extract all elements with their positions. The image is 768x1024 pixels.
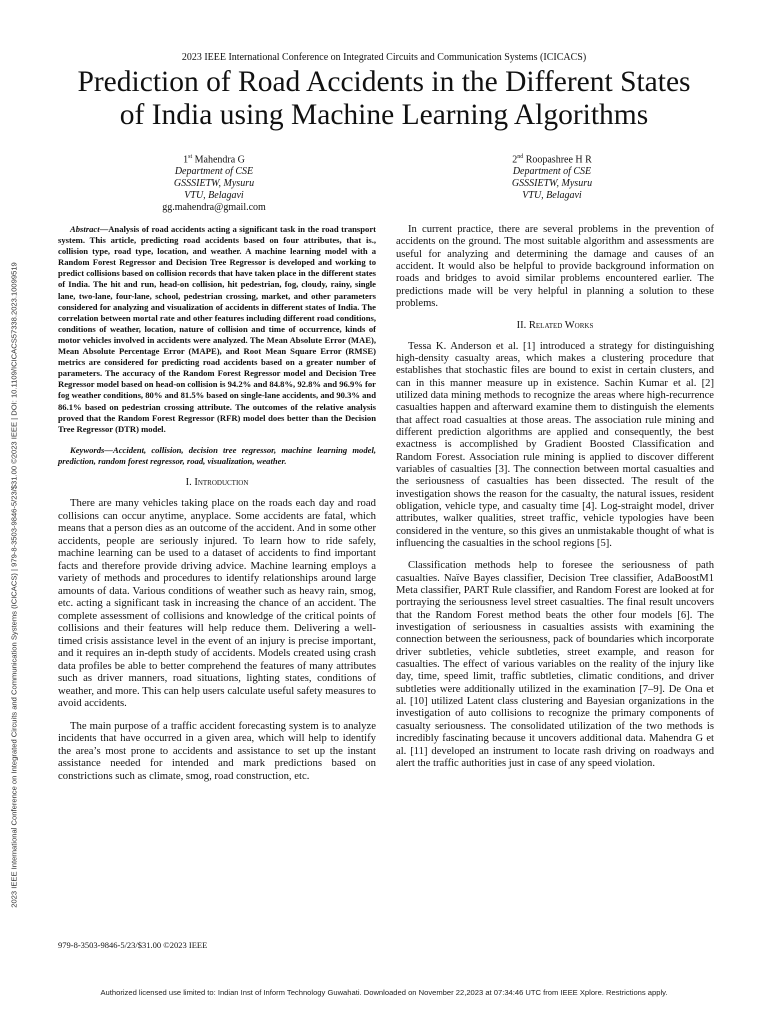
author-2-dept: Department of CSE — [512, 166, 592, 178]
abstract — [58, 224, 376, 435]
introduction-body — [58, 497, 376, 782]
section-heading-introduction: I. Introduction — [185, 476, 249, 488]
related-paragraph-1: Tessa K. Anderson et al. [1] introduced a strategy for distinguishing high-density casualty areas, which makes a clustering procedure that establishes that stochastic files are bound to exist in certain clusters, and can in this manner measure up in existence. Sachin Kumar et al. [2] utilized data mining methods to recognize the areas where high-recurrence casualties happen and afterward examine them to distinguish the elements that affect road casualties at those areas. The association rule mining and different prediction algorithms are applied and consequently, the best exactness is accomplished by Gradient Boosted Classification and Random Forest. Association rule mining is applied to discover different variables of casualties [3]. The connection between mortal casualties and the seriousness of casualties has been dissected. The result of the investigation shows the reason for the casualty, the natural issues, resident obligation, vehicle type, and casualty time [4]. Log-straight model, driver attributes, walker qualities, street traffic, vehicle typologies have been considered in the venture, so this gives an unmistakable thought of what is influencing the casualties in the school regions [5]. — [396, 340, 714, 549]
author-1-email[interactable]: gg.mahendra@gmail.com — [162, 202, 266, 214]
right-column — [396, 224, 714, 780]
abstract-text: —Analysis of road accidents acting a significant task in the road transport system. This article, predicting road accidents based on four attributes, that is., collision type, road type, location, and weather. A machine learning model with a Random Forest Regressor and Decision Tree Regressor is developed and working to predict collisions based on collision records that have taken place in the different states of India. The hit and run, head-on collision, hit pedestrian, fog, cloudy, rainy, single lane, two-lane, four-lane, school, pedestrian crossing, market, and other parameters considered for analyzing and visualization of accidents in different states of India. The correlation between mortal rate and other features including different road conditions, conditions of weather, location, nature of collision and time of occurrence, kinds of motor vehicles involved in accidents were analyzed. The Mean Absolute Error (MAE), Mean Absolute Percentage Error (MAPE), and Root Mean Square Error (RMSE) metrics are considered for predicting road accidents based on a greater number of parameters. The accuracy of the Random Forest Regressor model and Decision Tree Regressor model based on head-on collision is 94.2% and 84.8%, 92.8% and 96.9% for fog weather conditions, 80% and 81.5% based on single-lane accidents, and 90.3% and 86.1% based on pedestrian crossing attribute. The outcomes of the relative analysis proved that the Random Forest Regressor (RFR) model does better than the Decision Tree Regressor (DTR) model. — [58, 224, 376, 434]
paper-title — [40, 66, 728, 132]
title-line-2: of India using Machine Learning Algorithms — [119, 99, 649, 131]
author-1-org: VTU, Belagavi — [184, 190, 244, 202]
keywords — [58, 445, 376, 467]
author-2-org: VTU, Belagavi — [522, 190, 582, 202]
right-paragraph-1: In current practice, there are several problems in the prevention of accidents on the ground. The most suitable algorithm and assessments are useful for analyzing and determining the damage and causes of an accident. It would also be helpful to provide background information on roads and bridges to avoid similar problems encountered earlier. The predictions made will be very helpful in planning a solution to these problems. — [396, 224, 714, 310]
doi-sidebar-text: 2023 IEEE International Conference on Integrated Circuits and Communication Systems (ICICACS) | 979-8-3503-9846-5/23/$31.00 ©2023 IEEE | DOI: 10.1109/ICICACS57338.2023.10099519 — [9, 262, 19, 908]
license-notice: Authorized licensed use limited to: Indian Inst of Inform Technology Guwahati. Downloaded on November 22,2023 at 07:34:46 UTC from IEEE Xplore. Restrictions apply. — [100, 988, 668, 997]
author-1-name-line: 1st Mahendra G — [183, 154, 245, 166]
author-1-name: Mahendra G — [194, 154, 245, 166]
author-2 — [452, 151, 652, 202]
author-2-name-line: 2nd Roopashree H R — [512, 154, 592, 166]
author-1-dept: Department of CSE — [174, 166, 254, 178]
intro-paragraph-1: There are many vehicles taking place on the roads each day and road collisions can occur anytime, anyplace. Some accidents are fatal, which means that a person dies as an outcome of the accident. And in some other accidents, people are seriously injured. To learn how to ride safely, machine learning can be used to a dataset of accidents to find important facts and therefore provide driving advice. Machine learning employs a variety of methods and procedures to identify relationships around large amounts of data. Various conditions of weather such as heavy rain, smog, etc. acting a significant task in increasing the chance of an accident. The complete assessment of collisions and knowledge of the critical points of collisions and their features will help reduce them. Delivering a well-timed crisis assistance level in the event of an injury is precise important, and it requires an in-depth study of accidents. Models created using crash data profiles be able to better comprehend the features of many attributes such as driver manners, road situations, lighting states, conditions of weather, and more. This can help users calculate useful safety measures to avoid accidents. — [58, 497, 376, 710]
title-line-1: Prediction of Road Accidents in the Different States — [77, 66, 691, 98]
author-1 — [114, 151, 314, 214]
abstract-label: Abstract — [70, 224, 100, 234]
conference-header: 2023 IEEE International Conference on Integrated Circuits and Communication Systems (ICICACS) — [181, 52, 587, 63]
section-heading-related-works: II. Related Works — [516, 320, 594, 332]
left-column — [58, 224, 376, 792]
author-2-institution: GSSSIETW, Mysuru — [511, 178, 593, 190]
keywords-text: Accident, collision, decision tree regressor, machine learning model, prediction, random forest regressor, road, visualization, weather. — [58, 444, 376, 466]
keywords-label: Keywords— — [70, 444, 113, 455]
doi-sidebar — [8, 205, 20, 965]
related-paragraph-2: Classification methods help to foresee the seriousness of path casualties. Naïve Bayes classifier, Decision Tree classifier, AdaBoostM1 Meta classifier, PART Rule classifier, and Random Forest are looked at for portraying the seriousness level street casualties. The final result uncovers that the Random Forest method beats the other four models [6]. The investigation of seriousness in casualties assists with examining the connection between the seriousness, pack of boundaries which incorporate driver subtleties, vehicle subtleties, street example, and reason for casualties. The effect of various variables on the reality of the injury like day, time, speed limit, traffic subtleties, climatic conditions, and driver subtleties were additionally utilized in the examination [7–9]. De Ona et al. [10] utilized Latent class clustering and Bayesian organizations in the investigation of auto collisions to recognize the primary components of casualty seriousness. The consolidated utilization of the two methods is incredibly fascinating because it uncovers additional data. Mahendra G et al. [11] developed an instrument to locate rash driving on roadways and alert the traffic authorities just in case of any speed violation. — [396, 560, 714, 769]
author-1-institution: GSSSIETW, Mysuru — [173, 178, 255, 190]
intro-paragraph-2: The main purpose of a traffic accident forecasting system is to analyze incidents that have occurred in a given area, which will help to identify the area’s most prone to accidents and assistance to set up the instant assistance needed for intended and mark predictions based on constrictions such as climate, smog, road construction, etc. — [58, 719, 376, 782]
copyright-notice: 979-8-3503-9846-5/23/$31.00 ©2023 IEEE — [58, 940, 208, 950]
author-2-name: Roopashree H R — [525, 154, 592, 166]
